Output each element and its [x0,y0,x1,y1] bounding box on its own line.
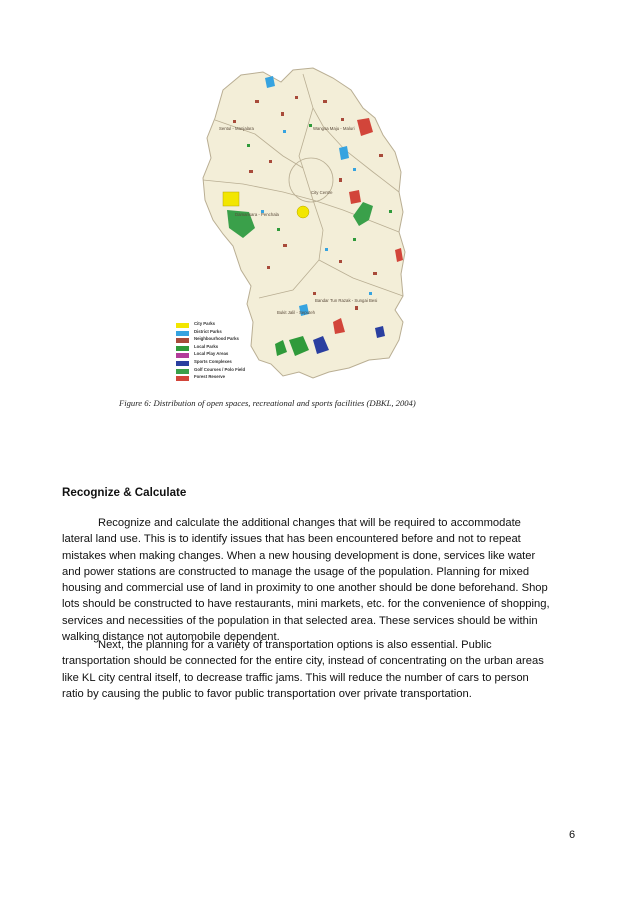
text-line: Next, the planning for a variety of transportation options is also essential. Public [98,639,492,651]
text-line: walking distance not automobile dependent. [62,631,280,644]
legend-swatch [176,323,189,328]
text-line: services and necessities of the population in that selected area. These services should be within [62,614,538,627]
district-label-bukit-jalil: Bukit Jalil - Seputeh [277,310,315,315]
legend-label: Local Play Areas [194,351,229,357]
legend-swatch [176,369,189,374]
legend-item [176,375,256,383]
text-line: housing and commercial use of land in proximity to one another should be done beforehand. Shop [62,582,548,595]
city-park-marker [223,192,239,206]
legend-label: District Parks [194,328,222,334]
district-label-sentul: Sentul - Manjalara [219,126,254,131]
text-line: transportation should be connected for the entire city, instead of concentrating on the urban areas [62,655,544,668]
legend-swatch [176,361,189,366]
section-heading: Recognize & Calculate [62,486,187,499]
page-number: 6 [569,829,576,841]
text-line: lateral land use. This is to identify issues that has been encountered before and not to repeat [62,533,521,546]
legend-label: Golf Courses / Polo Field [194,366,246,372]
district-label-bandar-tun-razak: Bandar Tun Razak - Sungai Besi [315,298,378,303]
legend-swatch [176,338,189,343]
legend-label: Neighbourhood Parks [194,336,239,342]
paragraph-2 [62,637,582,702]
text-line: ratio by causing the public to favor public transportation over private transportation. [62,687,472,700]
text-line: lots should be constructed to have restaurants, mini markets, etc. for the convenience of shopping, [62,598,550,611]
text-line: and power stations are constructed to manage the usage of the population. Planning for mixed [62,565,530,578]
district-label-wangsa-maju: Wangsa Maju - Maluri [313,126,355,131]
text-line: like KL city central itself, to decrease traffic jams. This will reduce the number of cars to person [62,671,529,684]
text-line: mistakes when making changes. When a new housing development is done, services like water [62,549,536,562]
legend-swatch [176,346,189,351]
legend-label: City Parks [194,321,216,326]
legend-swatch [176,353,189,358]
legend-swatch [176,376,189,381]
paragraph-1 [62,515,582,645]
district-label-damansara: Damansara - Penchala [235,212,279,217]
legend-label: Sports Complexes [194,358,232,364]
figure-caption: Figure 6: Distribution of open spaces, recreational and sports facilities (DBKL, 2004) [119,398,416,408]
district-label-city-centre: City Centre [311,190,333,195]
legend-label: Forest Reserve [194,374,226,380]
map-legend [176,322,256,383]
legend-label: Local Parks [194,343,219,349]
text-line: Recognize and calculate the additional changes that will be required to accommodate [98,517,521,529]
legend-swatch [176,331,189,336]
